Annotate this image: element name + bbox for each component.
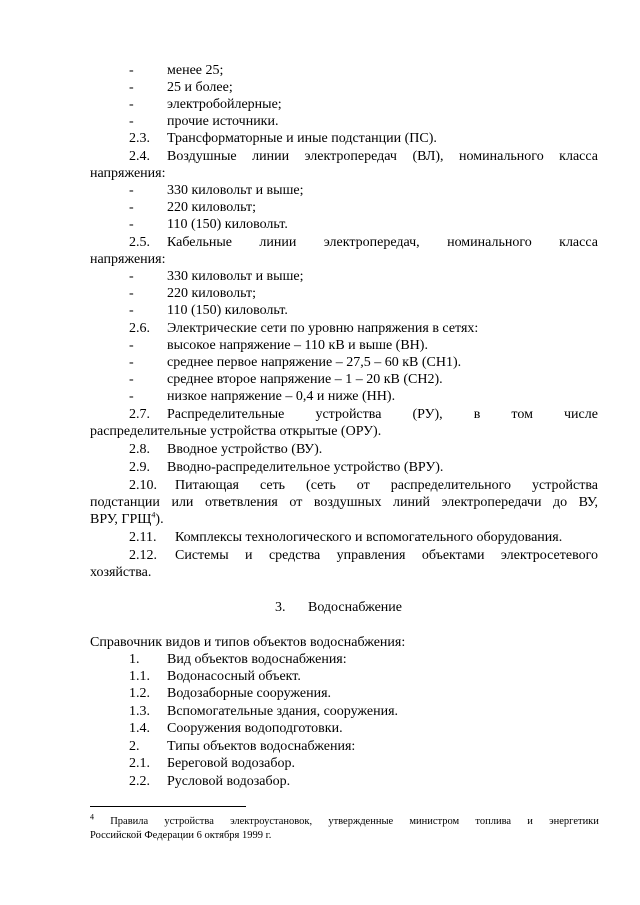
list-item: 1.2. Водозаборные сооружения. [129,686,332,701]
item-2-9: 2.9. Вводно-распределительное устройство (ВРУ). [129,460,444,475]
dash-marker: - [129,97,134,112]
item-2-3: 2.3. Трансформаторные и иные подстанции (ПС). [129,131,437,146]
dash-marker: - [129,200,134,215]
list-item: 1.4. Сооружения водоподготовки. [129,721,343,736]
list-item: - 330 киловольт и выше; [129,183,304,198]
list-item: 1.3. Вспомогательные здания, сооружения. [129,704,399,719]
item-2-11: 2.11. Комплексы технологического и вспомогательного оборудования. [129,530,563,545]
list-item: - 330 киловольт и выше; [129,269,304,284]
dash-marker: - [129,372,134,387]
item-2-12: 2.12. Системы и средства управления объектами электросетевого [129,548,598,563]
dash-marker: - [129,80,134,95]
dash-marker: - [129,63,134,78]
justified-line: Системы и средства управления объектами электросетевого [175,548,598,563]
footnote-reference: 4 [151,510,156,520]
item-2-10-continued: подстанции или ответвления от воздушных линий электропередачи до ВУ, [90,495,598,510]
list-item: - высокое напряжение – 110 кВ и выше (ВН). [129,338,428,353]
list-item: 1.1. Водонасосный объект. [129,669,301,684]
section-intro: Справочник видов и типов объектов водоснабжения: [90,635,406,650]
justified-line: Кабельные линии электропередач, номинального класса [167,235,598,250]
list-item: - электробойлерные; [129,97,282,112]
item-2-7: 2.7. Распределительные устройства (РУ), в том числе [129,407,598,422]
list-item: 2. Типы объектов водоснабжения: [129,739,356,754]
justified-line: Воздушные линии электропередач (ВЛ), номинального класса [167,149,598,164]
dash-marker: - [129,355,134,370]
item-2-5-continued: напряжения: [90,252,166,267]
footnote-line: Российской Федерации 6 октября 1999 г. [90,830,272,841]
list-item: - низкое напряжение – 0,4 и ниже (НН). [129,389,396,404]
item-2-6: 2.6. Электрические сети по уровню напряжения в сетях: [129,321,479,336]
item-2-4-continued: напряжения: [90,166,166,181]
dash-marker: - [129,389,134,404]
list-item: 1. Вид объектов водоснабжения: [129,652,347,667]
item-2-10-continued: ВРУ, ГРЩ$^4$). [90,510,164,527]
dash-marker: - [129,338,134,353]
footnote-separator [90,806,246,807]
section-heading: 3. Водоснабжение [275,600,403,615]
list-item: 2.1. Береговой водозабор. [129,756,295,771]
list-item: - 220 киловольт; [129,200,256,215]
item-2-5: 2.5. Кабельные линии электропередач, номинального класса [129,235,598,250]
list-item: - прочие источники. [129,114,279,129]
footnote-mark: 4 [90,812,94,822]
dash-marker: - [129,286,134,301]
list-item: 2.2. Русловой водозабор. [129,774,291,789]
list-item: - 220 киловольт; [129,286,256,301]
item-2-10: 2.10. Питающая сеть (сеть от распределительного устройства [129,478,598,493]
item-2-7-continued: распределительные устройства открытые (ОРУ). [90,424,382,439]
list-item: - менее 25; [129,63,224,78]
dash-marker: - [129,269,134,284]
dash-marker: - [129,114,134,129]
item-2-4: 2.4. Воздушные линии электропередач (ВЛ), номинального класса [129,149,598,164]
justified-line: Распределительные устройства (РУ), в том числе [167,407,598,422]
dash-marker: - [129,303,134,318]
justified-line: Питающая сеть (сеть от распределительного устройства [175,478,598,493]
dash-marker: - [129,217,134,232]
list-item: - среднее первое напряжение – 27,5 – 60 кВ (СН1). [129,355,462,370]
list-item: - 110 (150) киловольт. [129,217,288,232]
item-2-12-continued: хозяйства. [90,565,152,580]
dash-marker: - [129,183,134,198]
footnote-line: $^4$ Правила устройства электроустановок, утвержденные министром топлива и энергетики [90,812,599,827]
list-item: - среднее второе напряжение – 1 – 20 кВ (СН2). [129,372,443,387]
list-item: - 110 (150) киловольт. [129,303,288,318]
list-item: - 25 и более; [129,80,233,95]
item-2-8: 2.8. Вводное устройство (ВУ). [129,442,323,457]
